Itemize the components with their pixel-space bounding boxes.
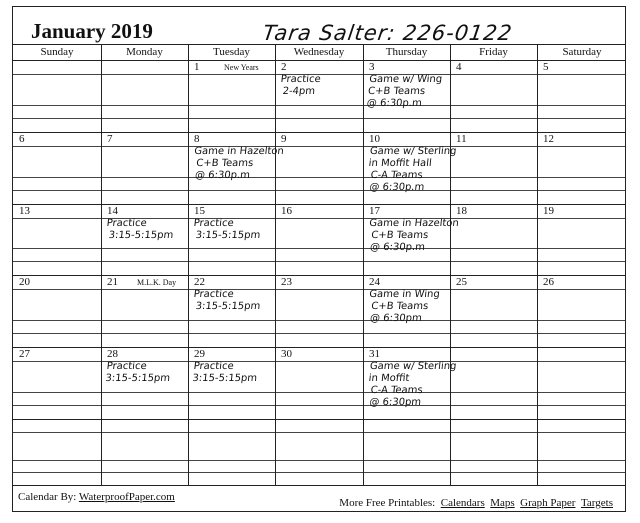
grid-line: [13, 132, 625, 133]
date-number: 13: [19, 205, 30, 217]
grid-column-line: [275, 44, 276, 485]
holiday-label: M.L.K. Day: [137, 278, 177, 287]
grid-line: [13, 472, 625, 473]
handwritten-note: Game in Wing C+B Teams @ 6:30pm: [366, 289, 441, 324]
footer-credit: [18, 491, 175, 503]
grid-line: [13, 248, 625, 249]
handwritten-contact: Tara Salter: 226-0122: [261, 21, 515, 45]
footer-link-graph-paper[interactable]: Graph Paper: [520, 497, 576, 509]
date-number: 16: [281, 205, 292, 217]
date-number: 26: [543, 276, 554, 288]
handwritten-note: Practice 3:15-5:15pm: [191, 361, 258, 384]
date-number: 4: [456, 61, 462, 73]
date-number: 27: [19, 348, 30, 360]
handwritten-note: Game w/ Wing C+B Teams @ 6:30p.m: [366, 74, 443, 109]
calendar-sheet: [12, 6, 626, 512]
grid-line: [13, 261, 625, 262]
weekday-header: Monday: [126, 46, 163, 58]
handwritten-note: Practice 3:15-5:15pm: [104, 361, 171, 384]
date-number: 12: [543, 133, 554, 145]
handwritten-note: Practice 3:15-5:15pm: [191, 289, 261, 312]
grid-line: [13, 320, 625, 321]
footer-credit-link[interactable]: WaterproofPaper.com: [78, 491, 175, 503]
date-number: 31: [369, 348, 380, 360]
footer-link-targets[interactable]: Targets: [580, 497, 613, 509]
date-number: 25: [456, 276, 467, 288]
date-number: 7: [107, 133, 113, 145]
calendar-title: January 2019: [31, 19, 153, 43]
grid-line: [13, 333, 625, 334]
grid-column-line: [101, 44, 102, 485]
grid-line: [13, 44, 625, 45]
date-number: 24: [369, 276, 380, 288]
grid-line: [13, 204, 625, 205]
weekday-header: Thursday: [385, 46, 428, 58]
date-number: 29: [194, 348, 205, 360]
date-number: 11: [456, 133, 467, 145]
grid-line: [13, 190, 625, 191]
handwritten-note: Game w/ Sterling in Moffit C-A Teams @ 6:30pm: [365, 361, 457, 408]
date-number: 2: [281, 61, 287, 73]
date-number: 22: [194, 276, 205, 288]
date-number: 21: [107, 276, 118, 288]
weekday-header: Friday: [479, 46, 508, 58]
grid-column-line: [537, 44, 538, 485]
grid-line: [13, 347, 625, 348]
weekday-header: Tuesday: [213, 46, 250, 58]
grid-line: [13, 361, 625, 362]
grid-line: [13, 177, 625, 178]
grid-column-line: [188, 44, 189, 485]
date-number: 20: [19, 276, 30, 288]
handwritten-note: Game in Hazelton C+B Teams @ 6:30p.m: [191, 146, 285, 181]
date-number: 18: [456, 205, 467, 217]
date-number: 14: [107, 205, 118, 217]
weekday-header: Saturday: [562, 46, 602, 58]
date-number: 19: [543, 205, 554, 217]
grid-line: [13, 275, 625, 276]
grid-line: [13, 432, 625, 433]
date-number: 10: [369, 133, 380, 145]
date-number: 23: [281, 276, 292, 288]
grid-line: [13, 146, 625, 147]
grid-line: [13, 105, 625, 106]
handwritten-note: Practice 3:15-5:15pm: [104, 218, 174, 241]
handwritten-note: Game w/ Sterling in Moffit Hall C-A Teams @ 6:30p.m: [365, 146, 457, 193]
footer-printables: [339, 497, 613, 509]
handwritten-note: Game in Hazelton C+B Teams @ 6:30p.m: [366, 218, 460, 253]
handwritten-note: Practice 3:15-5:15pm: [191, 218, 261, 241]
date-number: 1: [194, 61, 200, 73]
footer-credit-label: Calendar By:: [18, 491, 77, 503]
weekday-header: Sunday: [40, 46, 74, 58]
handwritten-note: Practice 2-4pm: [278, 74, 322, 97]
grid-line: [13, 460, 625, 461]
date-number: 6: [19, 133, 25, 145]
weekday-header: Wednesday: [293, 46, 345, 58]
grid-line: [13, 60, 625, 61]
grid-line: [13, 419, 625, 420]
grid-column-line: [450, 44, 451, 485]
date-number: 5: [543, 61, 549, 73]
grid-column-line: [363, 44, 364, 485]
grid-line: [13, 118, 625, 119]
footer-printables-label: More Free Printables:: [339, 497, 436, 509]
footer-link-maps[interactable]: Maps: [490, 497, 515, 509]
date-number: 3: [369, 61, 375, 73]
holiday-label: New Years: [224, 63, 259, 72]
grid-line: [13, 218, 625, 219]
grid-line: [13, 289, 625, 290]
date-number: 9: [281, 133, 287, 145]
date-number: 28: [107, 348, 118, 360]
date-number: 17: [369, 205, 380, 217]
date-number: 8: [194, 133, 200, 145]
date-number: 15: [194, 205, 205, 217]
date-number: 30: [281, 348, 292, 360]
footer-link-calendars[interactable]: Calendars: [440, 497, 485, 509]
grid-line: [13, 392, 625, 393]
grid-line: [13, 405, 625, 406]
grid-line: [13, 485, 625, 486]
